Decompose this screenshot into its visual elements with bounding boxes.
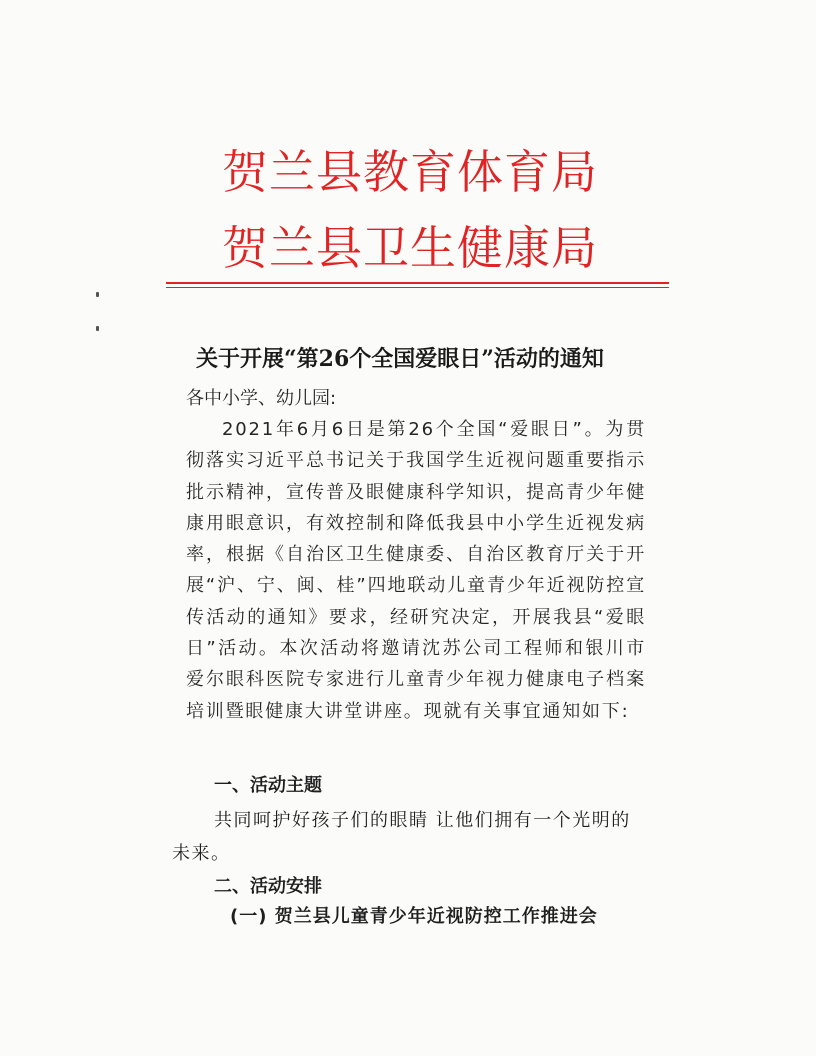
binding-mark bbox=[96, 292, 99, 297]
subsection-heading: (一) 贺兰县儿童青少年近视防控工作推进会 bbox=[230, 906, 598, 927]
section-text-theme: 共同呵护好孩子们的眼睛 让他们拥有一个光明的未来。 bbox=[172, 810, 631, 864]
issuer-line-2: 贺兰县卫生健康局 bbox=[222, 221, 598, 275]
notice-body bbox=[186, 384, 646, 727]
red-divider-thin bbox=[166, 287, 669, 288]
section-heading-theme: 一、活动主题 bbox=[214, 775, 322, 796]
binding-mark bbox=[96, 326, 99, 331]
salutation: 各中小学、幼儿园: bbox=[186, 388, 337, 409]
intro-paragraph: 2021年6月6日是第26个全国“爱眼日”。为贯彻落实习近平总书记关于我国学生近视问题重要指示批示精神，宣传普及眼健康科学知识，提高青少年健康用眼意识，有效控制和降低我县中小学生近视发病率，根据《自治区卫生健康委、自治区教育厅关于开展“沪、宁、闽、桂”四地联动儿童青少年近视防控宣传活动的通知》要求，经研究决定，开展我县“爱眼日”活动。本次活动将邀请沈苏公司工程师和银川市爱尔眼科医院专家进行儿童青少年视力健康电子档案培训暨眼健康大讲堂讲座。现就有关事宜通知如下: bbox=[186, 419, 646, 722]
notice-title: 关于开展“第26个全国爱眼日”活动的通知 bbox=[196, 346, 604, 372]
issuer-line-1: 贺兰县教育体育局 bbox=[222, 145, 598, 199]
red-divider bbox=[166, 282, 669, 284]
section-heading-arrangement: 二、活动安排 bbox=[214, 876, 322, 897]
